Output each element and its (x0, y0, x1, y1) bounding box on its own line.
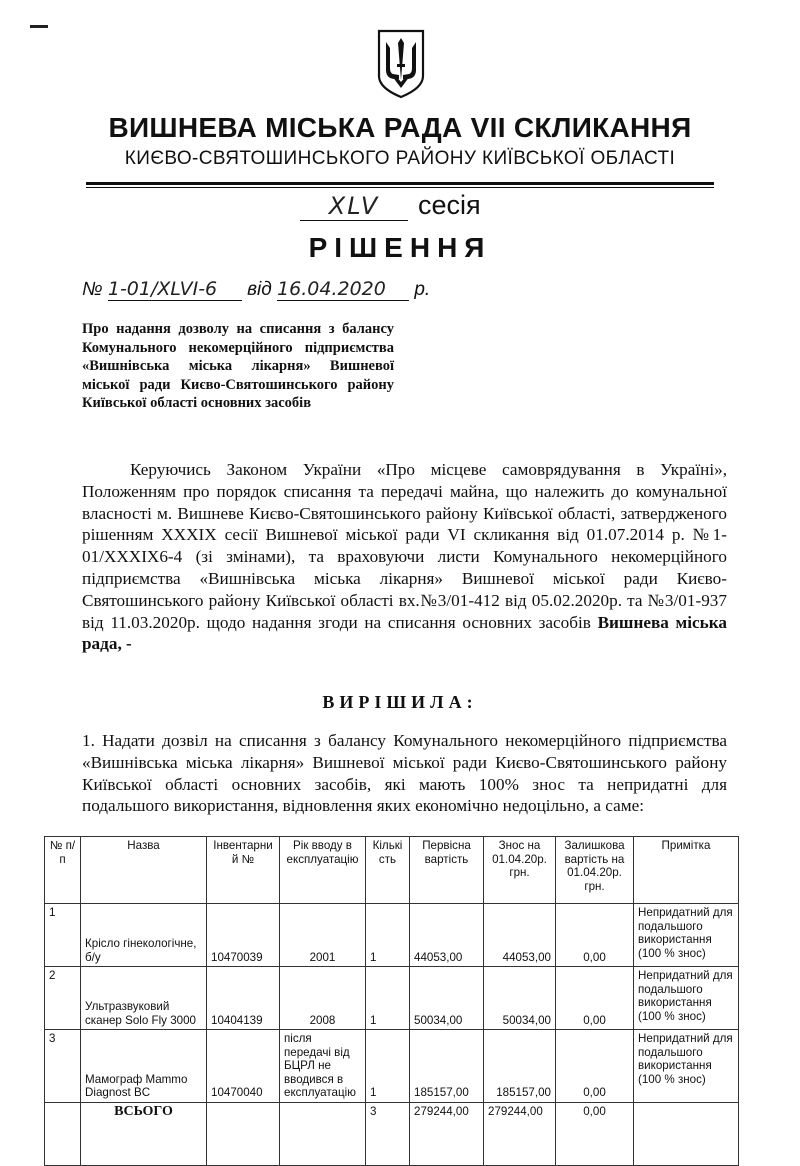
session-word: сесія (418, 190, 481, 220)
cell-residual: 0,00 (556, 1030, 634, 1103)
cell-qty: 1 (366, 967, 410, 1030)
cell-note: Непридатний для подальшого використання (100 % знос) (634, 967, 739, 1030)
date-suffix: р. (414, 279, 431, 300)
header-initial: Первісна вартість (410, 837, 484, 904)
session-number: XLV (300, 192, 408, 221)
table-total-row (45, 1102, 739, 1165)
cell-note: Непридатний для подальшого використання (100 % знос) (634, 904, 739, 967)
cell-name: Мамограф Mammo Diagnost BC (81, 1030, 207, 1103)
total-note-cell (634, 1102, 739, 1165)
number-label: № (82, 279, 103, 300)
header-wear: Знос на 01.04.20р. грн. (484, 837, 556, 904)
assets-table (44, 836, 739, 1166)
cell-initial: 185157,00 (410, 1030, 484, 1103)
document-type: РІШЕННЯ (308, 232, 492, 263)
cell-residual: 0,00 (556, 904, 634, 967)
total-label: ВСЬОГО (81, 1102, 207, 1165)
cell-qty: 1 (366, 904, 410, 967)
cell-inv: 10470040 (207, 1030, 280, 1103)
table-row (45, 1030, 739, 1103)
header-residual: Залишкова вартість на 01.04.20р. грн. (556, 837, 634, 904)
header-name: Назва (81, 837, 207, 904)
cell-year: після передачі від БЦРЛ не вводився в експлуатацію (280, 1030, 366, 1103)
council-title: ВИШНЕВА МІСЬКА РАДА VII СКЛИКАННЯ (108, 112, 692, 143)
cell-residual: 0,00 (556, 967, 634, 1030)
cell-inv: 10404139 (207, 967, 280, 1030)
item-1-paragraph: 1. Надати дозвіл на списання з балансу Комунального некомерційного підприємства «Вишнівська міська лікарня» Вишневої міської ради Києво-Святошинського району Київської області основних засобів, які мають 100% знос та непридатні для подальшого використання, відновлення яких економічно недоцільно, а саме: (82, 731, 727, 816)
cell-initial: 44053,00 (410, 904, 484, 967)
trident-emblem-icon (375, 28, 427, 100)
cell-year: 2008 (280, 967, 366, 1030)
cell-year: 2001 (280, 904, 366, 967)
preamble-council: Вишнева міська рада, - (82, 612, 727, 654)
cell-note: Непридатний для подальшого використання (100 % знос) (634, 1030, 739, 1103)
total-qty: 3 (366, 1102, 410, 1165)
decision-number-line (82, 278, 430, 301)
district-title: КИЄВО-СВЯТОШИНСЬКОГО РАЙОНУ КИЇВСЬКОЇ ОБЛАСТІ (124, 148, 676, 169)
table-row (45, 967, 739, 1030)
header-num: № п/п (45, 837, 81, 904)
cell-wear: 50034,00 (484, 967, 556, 1030)
table-row (45, 904, 739, 967)
header-note: Примітка (634, 837, 739, 904)
total-residual: 0,00 (556, 1102, 634, 1165)
header-rule-thick (86, 182, 714, 185)
preamble-text: Керуючись Законом України «Про місцеве самоврядування в Україні», Положенням про порядок списання та передачі майна, що належить до комунальної власності м. Вишневе Києво-Святошинського району Київської області, затвердженого рішенням XXXIX сесії Вишневої міської ради VI скликання від 01.07.2014 р. №1-01/XXXIX6-4 (зі змінами), та враховуючи листи Комунального некомерційного підприємства «Вишнівська міська лікарня» Вишневої міської ради Києво-Святошинського району Київської області вх.№3/01-412 від 05.02.2020р. та №3/01-937 від 11.03.2020р. щодо надання згоди на списання основних засобів (82, 460, 727, 632)
total-wear: 279244,00 (484, 1102, 556, 1165)
cell-num: 2 (45, 967, 81, 1030)
total-year-cell (280, 1102, 366, 1165)
decision-number: 1-01/XLVI-6 (108, 278, 242, 301)
header-rule-thin (86, 187, 714, 188)
cell-wear: 44053,00 (484, 904, 556, 967)
cell-wear: 185157,00 (484, 1030, 556, 1103)
session-line (300, 190, 481, 221)
date-label: від (247, 279, 272, 300)
total-inv-cell (207, 1102, 280, 1165)
cell-name: Ультразвуковий сканер Solo Fly 3000 (81, 967, 207, 1030)
cell-num: 3 (45, 1030, 81, 1103)
cell-qty: 1 (366, 1030, 410, 1103)
preamble-paragraph (82, 459, 727, 655)
total-initial: 279244,00 (410, 1102, 484, 1165)
scan-mark (30, 25, 48, 28)
cell-initial: 50034,00 (410, 967, 484, 1030)
cell-num: 1 (45, 904, 81, 967)
cell-name: Крісло гінекологічне, б/у (81, 904, 207, 967)
decision-subject: Про надання дозволу на списання з балансу Комунального некомерційного підприємства «Вишнівська міська лікарня» Вишневої міської ради Києво-Святошинського району Київської області основних засобів (82, 321, 394, 412)
table-header-row (45, 837, 739, 904)
total-num-cell (45, 1102, 81, 1165)
header-inv: Інвентарни й № (207, 837, 280, 904)
decision-date: 16.04.2020 (277, 278, 409, 301)
header-year: Рік вводу в експлуатацію (280, 837, 366, 904)
resolved-heading: ВИРІШИЛА: (322, 692, 478, 712)
header-qty: Кількі сть (366, 837, 410, 904)
cell-inv: 10470039 (207, 904, 280, 967)
